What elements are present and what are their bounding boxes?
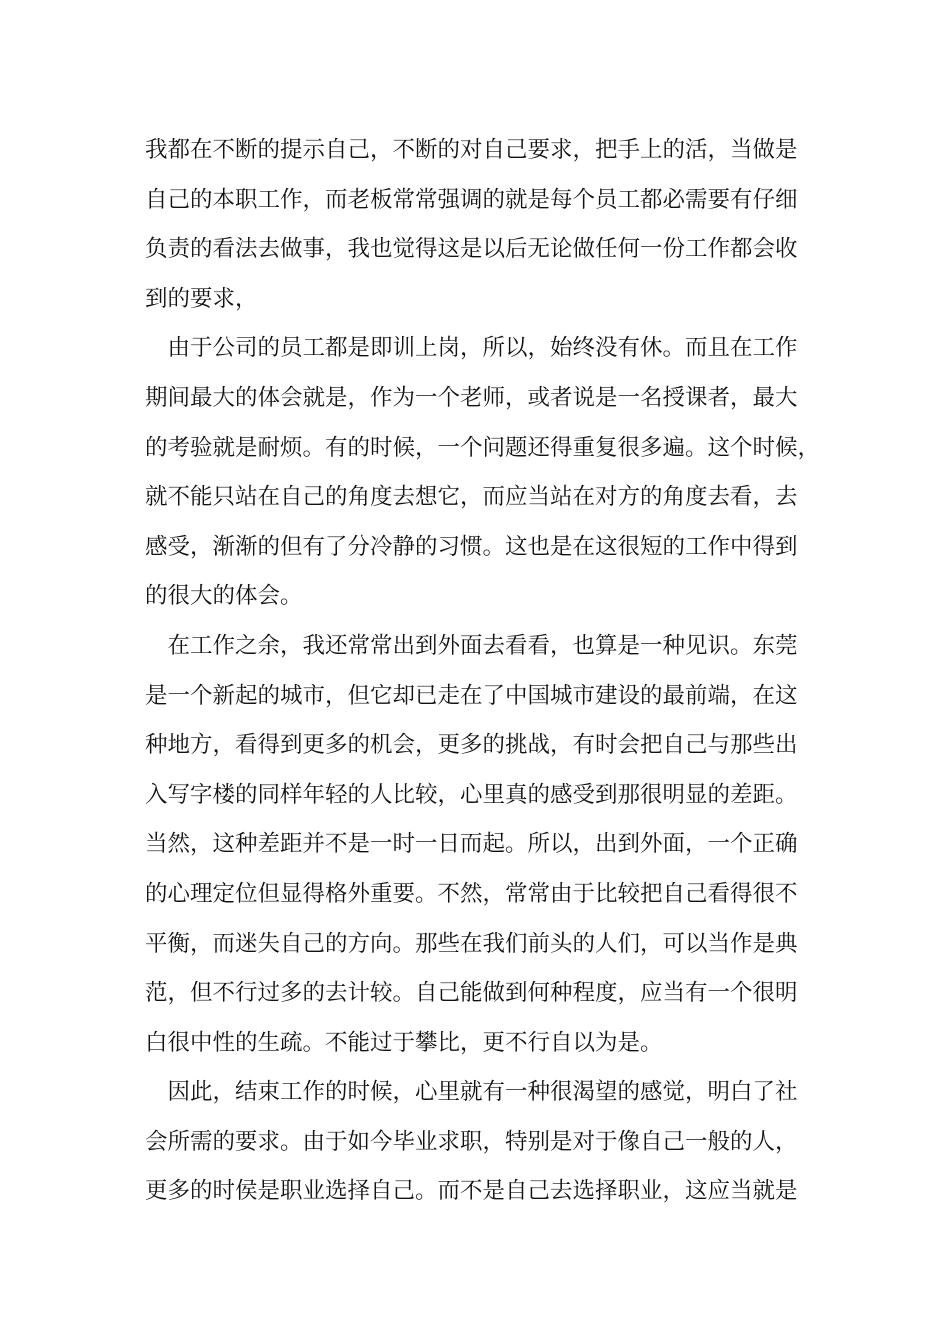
body-text xyxy=(145,126,825,1217)
text-line: 就不能只站在自己的角度去想它，而应当站在对方的角度去看，去 xyxy=(145,484,798,511)
text-line: 负责的看法去做事，我也觉得这是以后无论做任何一份工作都会收 xyxy=(145,236,798,263)
text-line: 自己的本职工作，而老板常常强调的就是每个员工都必需要有仔细 xyxy=(145,186,798,213)
text-line: 入写字楼的同样年轻的人比较，心里真的感受到那很明显的差距。 xyxy=(145,781,798,808)
text-line: 因此，结束工作的时候，心里就有一种很渴望的感觉，明白了社 xyxy=(145,1079,798,1106)
text-line: 到的要求， xyxy=(145,285,258,312)
text-line: 的考验就是耐烦。有的时候，一个问题还得重复很多遍。这个时候， xyxy=(145,434,821,461)
text-line: 的心理定位但显得格外重要。不然，常常由于比较把自己看得很不 xyxy=(145,880,798,907)
text-line: 范，但不行过多的去计较。自己能做到何种程度，应当有一个很明 xyxy=(145,980,798,1007)
text-line: 期间最大的体会就是，作为一个老师，或者说是一名授课者，最大 xyxy=(145,384,798,411)
text-line: 是一个新起的城市，但它却已走在了中国城市建设的最前端，在这 xyxy=(145,682,798,709)
text-line: 的很大的体会。 xyxy=(145,583,303,610)
text-line: 白很中性的生疏。不能过于攀比，更不行自以为是。 xyxy=(145,1029,663,1056)
text-line: 在工作之余，我还常常出到外面去看看，也算是一种见识。东莞 xyxy=(145,632,798,659)
text-line: 感受，渐渐的但有了分冷静的习惯。这也是在这很短的工作中得到 xyxy=(145,533,798,560)
text-line: 平衡，而迷失自己的方向。那些在我们前头的人们，可以当作是典 xyxy=(145,930,798,957)
text-line: 种地方，看得到更多的机会，更多的挑战，有时会把自己与那些出 xyxy=(145,732,798,759)
text-line: 当然，这种差距并不是一时一日而起。所以，出到外面，一个正确 xyxy=(145,831,798,858)
text-line: 更多的时侯是职业选择自己。而不是自己去选择职业，这应当就是 xyxy=(145,1178,798,1205)
text-line: 会所需的要求。由于如今毕业求职，特别是对于像自己一般的人， xyxy=(145,1128,798,1155)
text-line: 我都在不断的提示自己，不断的对自己要求，把手上的活，当做是 xyxy=(145,137,798,163)
text-line: 由于公司的员工都是即训上岗，所以，始终没有休。而且在工作 xyxy=(145,335,798,362)
